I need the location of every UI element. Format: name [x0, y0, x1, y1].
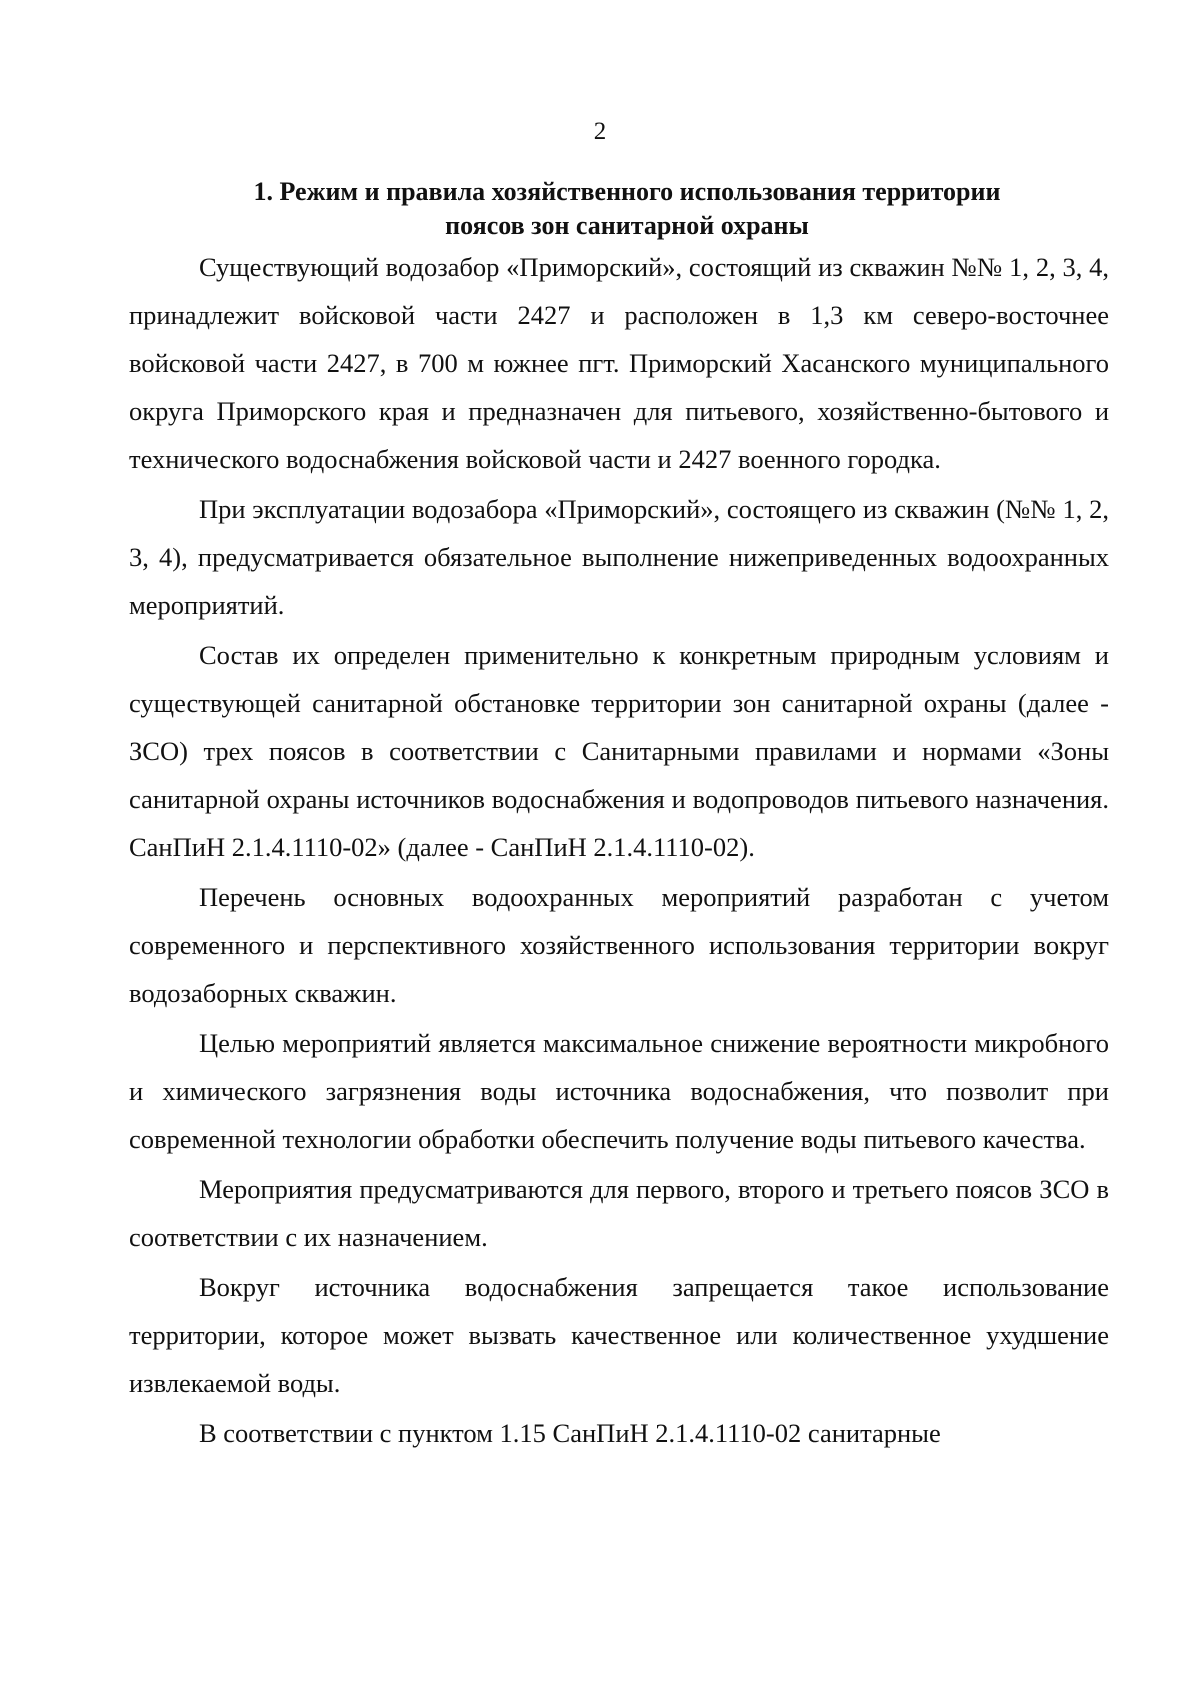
section-heading-line-1: 1. Режим и правила хозяйственного использования территории: [253, 177, 1001, 206]
page-number: 2: [593, 118, 607, 145]
paragraph: При эксплуатации водозабора «Приморский», состоящего из скважин (№№ 1, 2, 3, 4), предусматривается обязательное выполнение нижеприведенных водоохранных мероприятий.: [129, 494, 1109, 620]
paragraph: Целью мероприятий является максимальное снижение вероятности микробного и химического загрязнения воды источника водоснабжения, что позволит при современной технологии обработки обеспечить получение воды питьевого качества.: [129, 1028, 1109, 1154]
body-text: [129, 243, 1109, 1457]
section-heading-line-2: поясов зон санитарной охраны: [445, 211, 809, 240]
paragraph: Перечень основных водоохранных мероприятий разработан с учетом современного и перспективного хозяйственного использования территории вокруг водозаборных скважин.: [129, 882, 1109, 1008]
paragraph: Существующий водозабор «Приморский», состоящий из скважин №№ 1, 2, 3, 4, принадлежит войсковой части 2427 и расположен в 1,3 км северо-восточнее войсковой части 2427, в 700 м южнее пгт. Приморский Хасанского муниципального округа Приморского края и предназначен для питьевого, хозяйственно-бытового и технического водоснабжения войсковой части и 2427 военного городка.: [129, 252, 1109, 474]
paragraph: Состав их определен применительно к конкретным природным условиям и существующей санитарной обстановке территории зон санитарной охраны (далее - ЗСО) трех поясов в соответствии с Санитарными правилами и нормами «Зоны санитарной охраны источников водоснабжения и водопроводов питьевого назначения. СанПиН 2.1.4.1110-02» (далее - СанПиН 2.1.4.1110-02).: [129, 640, 1109, 862]
section-heading: [150, 175, 1104, 243]
paragraph: Вокруг источника водоснабжения запрещается такое использование территории, которое может вызвать качественное или количественное ухудшение извлекаемой воды.: [129, 1272, 1109, 1398]
paragraph: В соответствии с пунктом 1.15 СанПиН 2.1.4.1110-02 санитарные: [199, 1418, 941, 1448]
paragraph: Мероприятия предусматриваются для первого, второго и третьего поясов ЗСО в соответствии с их назначением.: [129, 1174, 1109, 1252]
